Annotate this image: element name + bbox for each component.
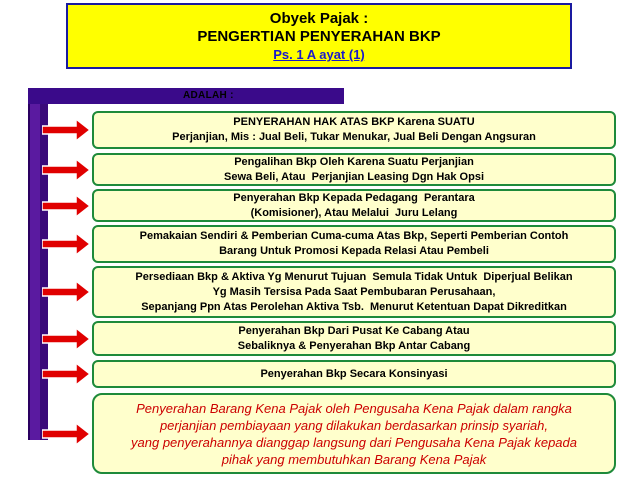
title-box: [66, 3, 572, 69]
arrow-icon: [42, 327, 92, 351]
title-reference: Ps. 1 A ayat (1): [273, 47, 365, 62]
item-text-line: yang penyerahannya dianggap langsung dari Pengusaha Kena Pajak kepada: [131, 434, 577, 450]
arrow-icon: [42, 422, 92, 446]
arrow-icon: [42, 362, 92, 386]
item-text-line: Pengalihan Bkp Oleh Karena Suatu Perjanjian: [234, 155, 474, 168]
item-box-4: [92, 225, 616, 263]
title-line-2: PENGERTIAN PENYERAHAN BKP: [197, 28, 441, 45]
item-text-line: perjanjian pembiayaan yang dilakukan berdasarkan prinsip syariah,: [159, 417, 549, 433]
title-line-1: Obyek Pajak :: [269, 10, 369, 27]
item-text-line: Penyerahan Bkp Kepada Pedagang Perantara: [233, 191, 475, 204]
item-text-line: Penyerahan Bkp Secara Konsinyasi: [260, 367, 448, 380]
arrow-icon: [42, 232, 92, 256]
item-text-line: Sepanjang Ppn Atas Perolehan Aktiva Tsb. Menurut Ketentuan Dapat Dikreditkan: [141, 300, 567, 313]
item-text-line: Sebaliknya & Penyerahan Bkp Antar Cabang: [237, 339, 471, 352]
item-text-line: Perjanjian, Mis : Jual Beli, Tukar Menukar, Jual Beli Dengan Angsuran: [172, 131, 536, 143]
item-text-line: Yg Masih Tersisa Pada Saat Pembubaran Perusahaan,: [212, 285, 496, 298]
item-text-line: (Komisioner), Atau Melalui Juru Lelang: [250, 206, 458, 219]
arrow-icon: [42, 158, 92, 182]
item-box-8: [92, 393, 616, 474]
item-box-7: [92, 360, 616, 388]
item-box-5: [92, 266, 616, 318]
item-box-2: [92, 153, 616, 186]
item-text-line: Persediaan Bkp & Aktiva Yg Menurut Tujuan Semula Tidak Untuk Diperjual Belikan: [135, 270, 573, 283]
item-text-line: Penyerahan Bkp Dari Pusat Ke Cabang Atau: [238, 324, 470, 337]
item-text-line: Sewa Beli, Atau Perjanjian Leasing Dgn Hak Opsi: [224, 170, 484, 183]
item-text-line: Penyerahan Barang Kena Pajak oleh Pengusaha Kena Pajak dalam rangka: [136, 400, 572, 416]
arrow-icon: [42, 280, 92, 304]
arrow-icon: [42, 194, 92, 218]
intro-label: ADALAH :: [183, 90, 234, 101]
item-box-3: [92, 189, 616, 222]
arrow-icon: [42, 118, 92, 142]
item-text-line: Barang Untuk Promosi Kepada Relasi Atau Pembeli: [219, 245, 489, 257]
item-box-6: [92, 321, 616, 356]
item-text-line: Pemakaian Sendiri & Pemberian Cuma-cuma Atas Bkp, Seperti Pemberian Contoh: [139, 230, 569, 242]
connector-bar-shade: [40, 104, 48, 440]
item-box-1: [92, 111, 616, 149]
item-text-line: PENYERAHAN HAK ATAS BKP Karena SUATU: [233, 116, 475, 128]
item-text-line: pihak yang membutuhkan Barang Kena Pajak: [221, 451, 487, 467]
